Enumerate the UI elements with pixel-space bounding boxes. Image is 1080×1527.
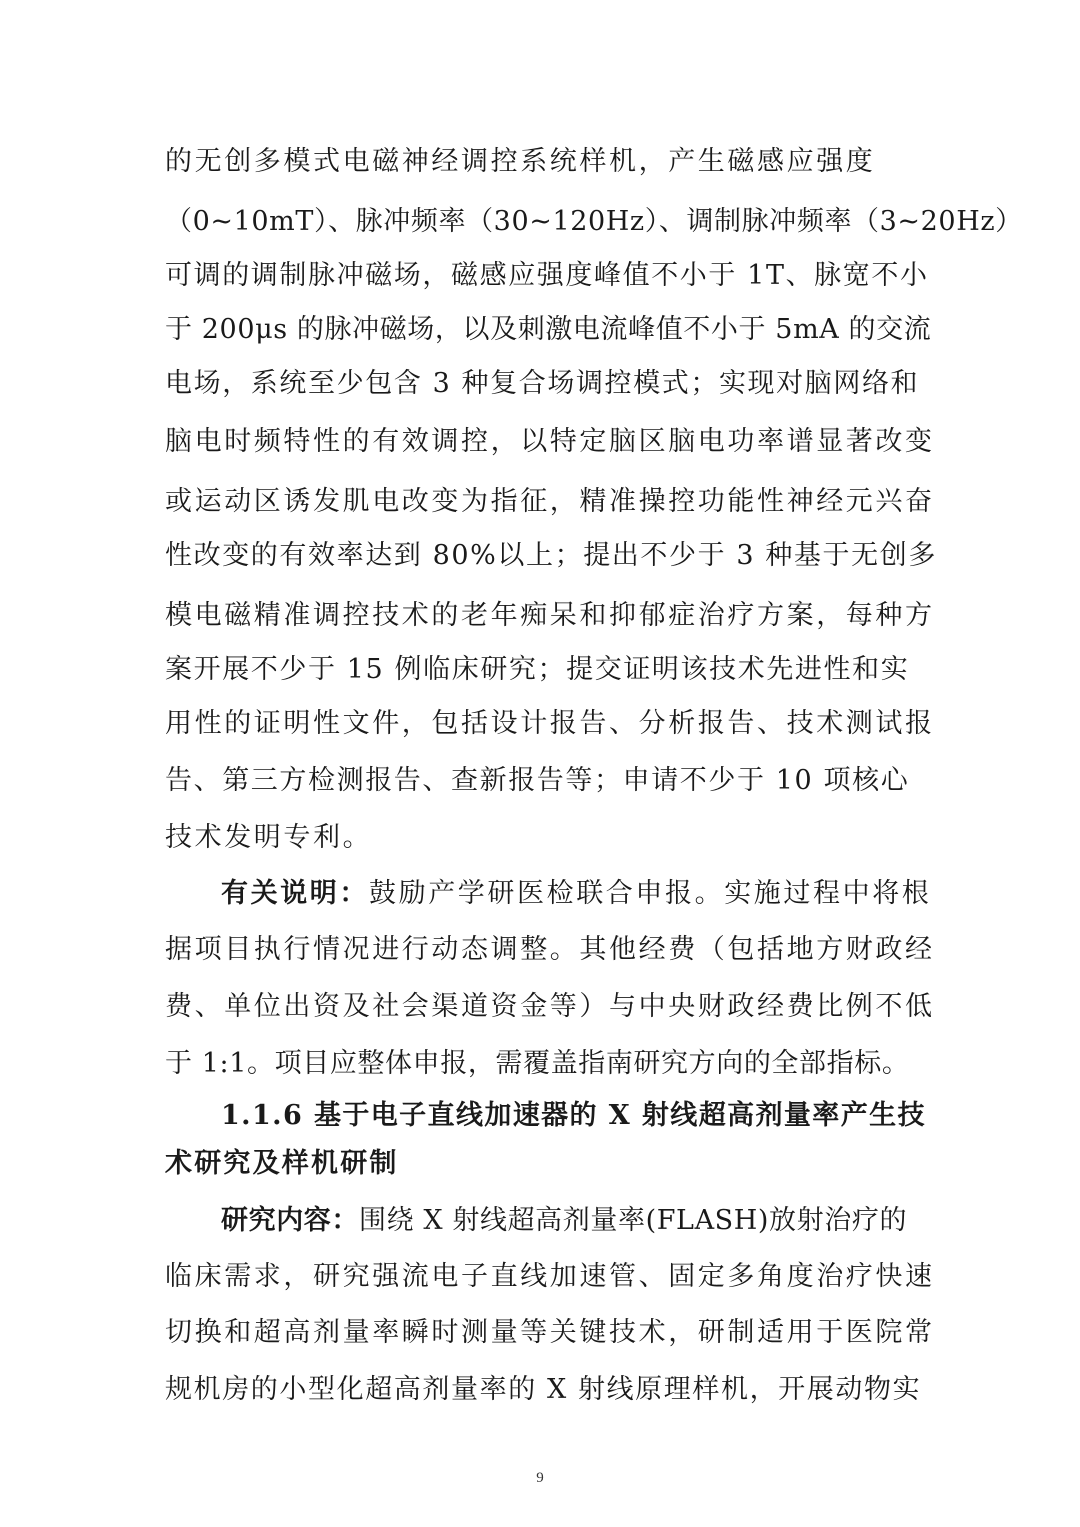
- research-content-text: 围绕 X 射线超高剂量率(FLASH)放射治疗的: [359, 1205, 908, 1236]
- research-content-line: 切换和超高剂量率瞬时测量等关键技术，研制适用于医院常: [165, 1317, 935, 1348]
- body-line: 或运动区诱发肌电改变为指征，精准操控功能性神经元兴奋: [165, 486, 935, 517]
- notes-line: 费、单位出资及社会渠道资金等）与中央财政经费比例不低: [165, 991, 935, 1022]
- body-line: 的无创多模式电磁神经调控系统样机，产生磁感应强度: [165, 146, 876, 177]
- section-heading: 1.1.6 基于电子直线加速器的 X 射线超高剂量率产生技: [221, 1100, 926, 1131]
- body-line: 脑电时频特性的有效调控，以特定脑区脑电功率谱显著改变: [165, 426, 935, 457]
- body-line: 用性的证明性文件，包括设计报告、分析报告、技术测试报: [165, 708, 935, 739]
- research-content-line: 规机房的小型化超高剂量率的 X 射线原理样机，开展动物实: [165, 1374, 922, 1405]
- body-line: 告、第三方检测报告、查新报告等；申请不少于 10 项核心: [165, 765, 910, 796]
- research-content-line: 临床需求，研究强流电子直线加速管、固定多角度治疗快速: [165, 1261, 935, 1292]
- page-number: 9: [536, 1470, 544, 1486]
- body-line: （0~10mT）、脉冲频率（30~120Hz）、调制脉冲频率（3~20Hz）: [165, 206, 1023, 237]
- notes-text: 鼓励产学研医检联合申报。实施过程中将根: [369, 878, 932, 909]
- body-line: 案开展不少于 15 例临床研究；提交证明该技术先进性和实: [165, 654, 910, 685]
- notes-line: 据项目执行情况进行动态调整。其他经费（包括地方财政经: [165, 934, 935, 965]
- body-line: 技术发明专利。: [165, 822, 373, 853]
- notes-paragraph-first-line: [165, 868, 932, 920]
- notes-line: 于 1:1。项目应整体申报，需覆盖指南研究方向的全部指标。: [165, 1048, 910, 1079]
- research-content-label: 研究内容：: [221, 1205, 359, 1236]
- body-line: 电场，系统至少包含 3 种复合场调控模式；实现对脑网络和: [165, 368, 920, 399]
- research-content-first-line: [165, 1195, 917, 1247]
- body-line: 模电磁精准调控技术的老年痴呆和抑郁症治疗方案，每种方: [165, 600, 935, 631]
- body-line: 可调的调制脉冲磁场，磁感应强度峰值不小于 1T、脉宽不小: [165, 260, 929, 291]
- section-heading-continued: 术研究及样机研制: [165, 1148, 399, 1179]
- body-line: 性改变的有效率达到 80%以上；提出不少于 3 种基于无创多: [165, 540, 937, 571]
- notes-label: 有关说明：: [221, 878, 369, 909]
- body-line: 于 200μs 的脉冲磁场，以及刺激电流峰值不小于 5mA 的交流: [165, 314, 932, 345]
